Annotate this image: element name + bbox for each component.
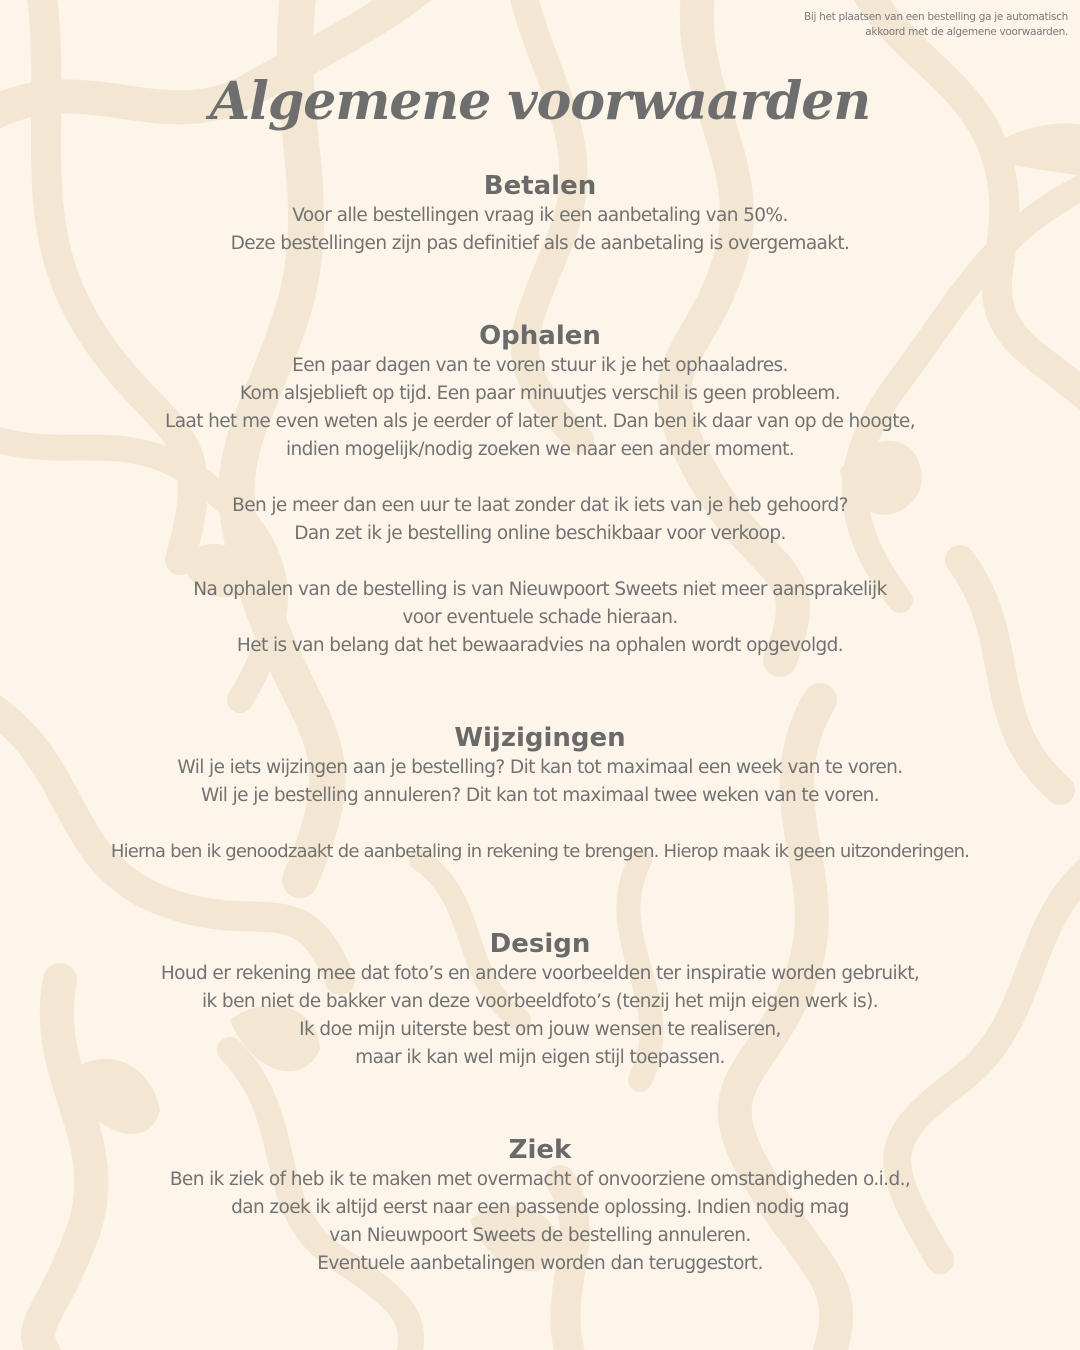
text-line: Ik doe mijn uiterste best om jouw wensen te realiseren,: [299, 1019, 781, 1040]
text-line: Voor alle bestellingen vraag ik een aanbetaling van 50%.: [292, 205, 788, 226]
text-line: Kom alsjeblieft op tijd. Een paar minuutjes verschil is geen probleem.: [239, 383, 841, 404]
text-line: Houd er rekening mee dat foto’s en andere voorbeelden ter inspiratie worden gebruikt,: [160, 963, 920, 984]
text-line: Ben ik ziek of heb ik te maken met overmacht of onvoorziene omstandigheden o.i.d.,: [169, 1169, 911, 1190]
terms-notice-line: Bij het plaatsen van een bestelling ga je automatisch: [803, 11, 1068, 23]
text-line: Eventuele aanbetalingen worden dan teruggestort.: [317, 1253, 763, 1274]
section-heading: Design: [489, 929, 591, 959]
section-paragraph: [0, 352, 1080, 464]
text-line: Ben je meer dan een uur te laat zonder dat ik iets van je heb gehoord?: [232, 495, 848, 516]
text-line: Wil je iets wijzingen aan je bestelling? Dit kan tot maximaal een week van te voren.: [177, 757, 903, 778]
section-ziek: [0, 1134, 1080, 1278]
section-heading: Ophalen: [479, 321, 601, 351]
section-paragraph: [0, 1166, 1080, 1278]
page-title: Algemene voorwaarden: [209, 71, 871, 132]
text-line: Wil je je bestelling annuleren? Dit kan tot maximaal twee weken van te voren.: [200, 785, 880, 806]
section-paragraph: [0, 838, 1080, 866]
text-line: maar ik kan wel mijn eigen stijl toepassen.: [355, 1047, 725, 1068]
section-ophalen: [0, 320, 1080, 660]
section-heading: Ziek: [508, 1135, 572, 1165]
text-line: ik ben niet de bakker van deze voorbeeldfoto’s (tenzij het mijn eigen werk is).: [202, 991, 878, 1012]
section-paragraph: [0, 492, 1080, 548]
section-betalen: [0, 170, 1080, 258]
terms-notice: [738, 10, 1068, 40]
text-line: Laat het me even weten als je eerder of later bent. Dan ben ik daar van op de hoogte,: [165, 411, 915, 432]
section-paragraph: [0, 202, 1080, 258]
section-paragraph: [0, 576, 1080, 660]
text-line: Het is van belang dat het bewaaradvies na ophalen wordt opgevolgd.: [236, 635, 844, 656]
text-line: Hierna ben ik genoodzaakt de aanbetaling in rekening te brengen. Hierop maak ik geen uitzonderingen.: [110, 841, 970, 862]
section-paragraph: [0, 960, 1080, 1072]
text-line: van Nieuwpoort Sweets de bestelling annuleren.: [329, 1225, 751, 1246]
text-line: dan zoek ik altijd eerst naar een passende oplossing. Indien nodig mag: [231, 1197, 849, 1218]
text-line: voor eventuele schade hieraan.: [402, 607, 678, 628]
text-line: Na ophalen van de bestelling is van Nieuwpoort Sweets niet meer aansprakelijk: [193, 579, 887, 600]
text-line: Deze bestellingen zijn pas definitief als de aanbetaling is overgemaakt.: [230, 233, 850, 254]
terms-notice-line: akkoord met de algemene voorwaarden.: [865, 26, 1068, 38]
text-line: indien mogelijk/nodig zoeken we naar een ander moment.: [285, 439, 795, 460]
section-heading: Betalen: [483, 171, 597, 201]
text-line: Dan zet ik je bestelling online beschikbaar voor verkoop.: [294, 523, 786, 544]
section-wijzigingen: [0, 722, 1080, 866]
text-line: Een paar dagen van te voren stuur ik je het ophaaladres.: [292, 355, 788, 376]
section-paragraph: [0, 754, 1080, 810]
section-heading: Wijzigingen: [454, 723, 626, 753]
section-design: [0, 928, 1080, 1072]
